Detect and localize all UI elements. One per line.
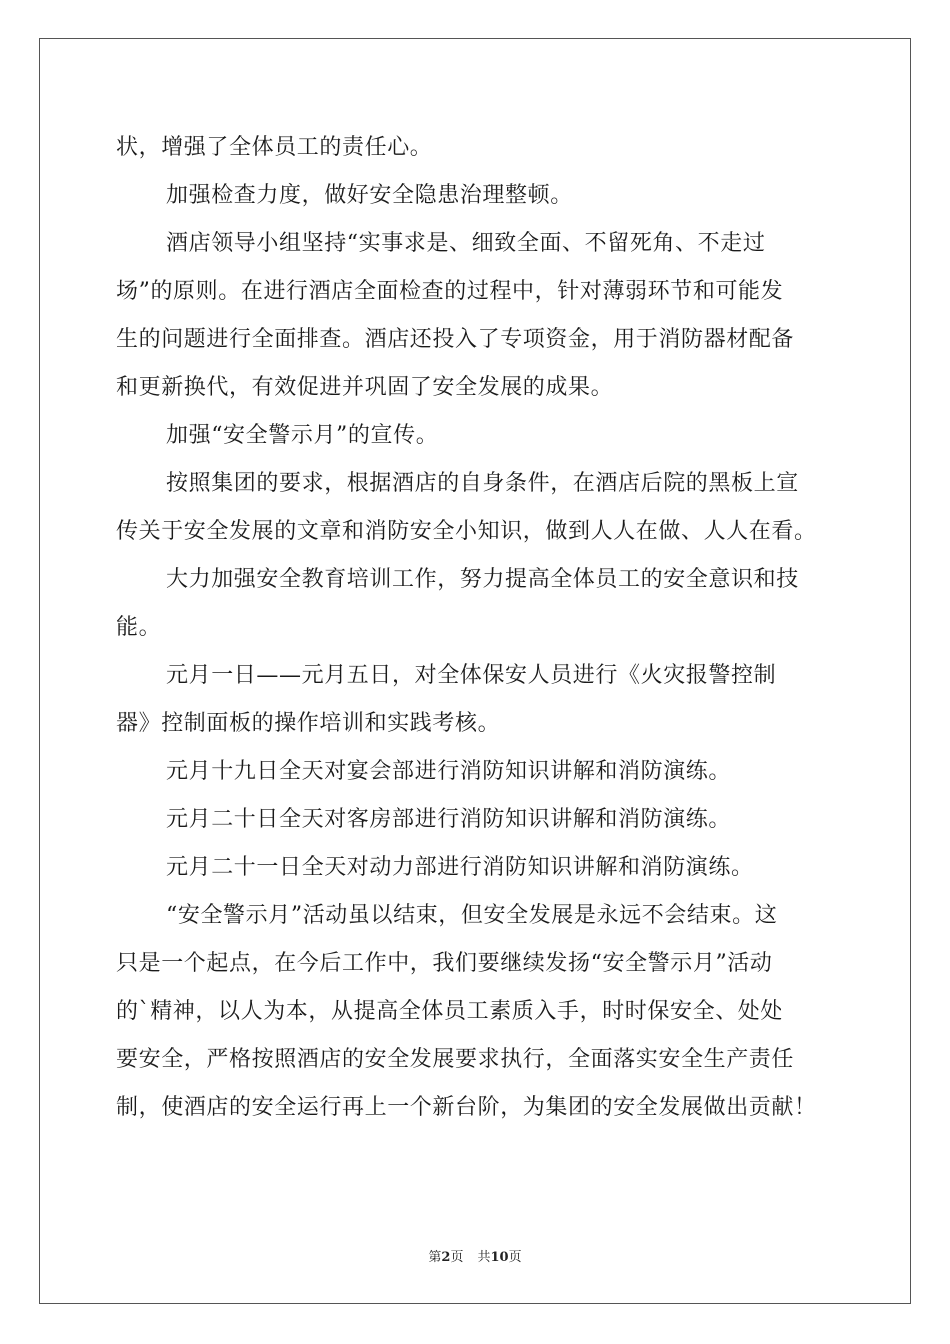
footer-total-pages: 10 bbox=[490, 1250, 509, 1265]
text-line: 加强“安全警示月”的宣传。 bbox=[166, 423, 439, 448]
text-line: 元月二十一日全天对动力部进行消防知识讲解和消防演练。 bbox=[166, 855, 754, 880]
text-line: 生的问题进行全面排查。酒店还投入了专项资金，用于消防器材配备 bbox=[116, 327, 795, 352]
text-line: 传关于安全发展的文章和消防安全小知识，做到人人在做、人人在看。 bbox=[116, 519, 817, 544]
text-line: 状，增强了全体员工的责任心。 bbox=[116, 135, 433, 160]
footer-page-number: 2 bbox=[441, 1250, 451, 1265]
text-line: 器》控制面板的操作培训和实践考核。 bbox=[116, 711, 501, 736]
text-line: 只是一个起点，在今后工作中，我们要继续发扬“安全警示月”活动 bbox=[116, 951, 773, 976]
text-line: 酒店领导小组坚持“实事求是、细致全面、不留死角、不走过 bbox=[166, 231, 766, 256]
footer-page-suffix: 页 bbox=[450, 1250, 464, 1265]
text-line: 加强检查力度，做好安全隐患治理整顿。 bbox=[166, 183, 573, 208]
text-line: 和更新换代，有效促进并巩固了安全发展的成果。 bbox=[116, 375, 614, 400]
text-line: 制，使酒店的安全运行再上一个新台阶，为集团的安全发展做出贡献！ bbox=[116, 1095, 817, 1120]
text-line: 元月二十日全天对客房部进行消防知识讲解和消防演练。 bbox=[166, 807, 732, 832]
document-body bbox=[116, 128, 836, 1136]
text-line: 元月一日——元月五日，对全体保安人员进行《火灾报警控制 bbox=[166, 663, 777, 688]
page-footer bbox=[0, 1246, 950, 1265]
footer-total-suffix: 页 bbox=[508, 1250, 522, 1265]
text-line: 要安全，严格按照酒店的安全发展要求执行，全面落实安全生产责任 bbox=[116, 1047, 795, 1072]
text-line: 元月十九日全天对宴会部进行消防知识讲解和消防演练。 bbox=[166, 759, 732, 784]
text-line: 能。 bbox=[116, 615, 162, 640]
text-line: 的`精神，以人为本，从提高全体员工素质入手，时时保安全、处处 bbox=[116, 999, 784, 1024]
text-line: 大力加强安全教育培训工作，努力提高全体员工的安全意识和技 bbox=[166, 567, 799, 592]
text-line: “安全警示月”活动虽以结束，但安全发展是永远不会结束。这 bbox=[166, 903, 778, 928]
footer-page-prefix: 第 bbox=[428, 1250, 442, 1265]
footer-total-prefix: 共 bbox=[477, 1250, 491, 1265]
text-line: 场”的原则。在进行酒店全面检查的过程中，针对薄弱环节和可能发 bbox=[116, 279, 784, 304]
text-line: 按照集团的要求，根据酒店的自身条件，在酒店后院的黑板上宣 bbox=[166, 471, 799, 496]
